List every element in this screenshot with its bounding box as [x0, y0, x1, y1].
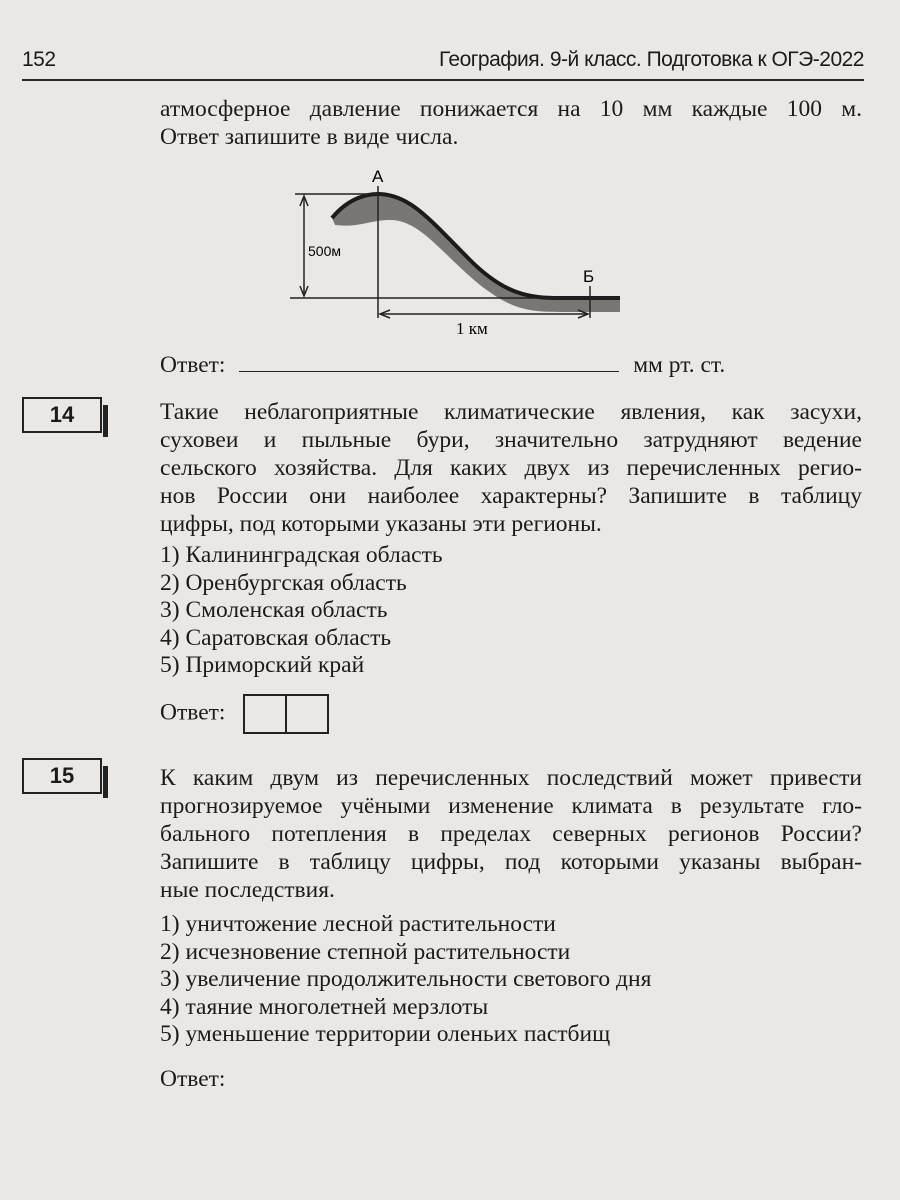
- option: 5) Приморский край: [160, 652, 365, 678]
- q13-answer-line[interactable]: [239, 353, 619, 372]
- distance-label: 1 км: [456, 319, 488, 338]
- option: 4) Саратовская область: [160, 624, 392, 651]
- option: 3) Смоленская область: [160, 597, 388, 623]
- q14-text: Такие неблагоприятные климатические явления, как засухи, суховеи и пыльные бури, значительно затрудняют ведение сельского хозяйства. Для каких двух из перечисленных регио- нов России они наиболее характерны? Запишите в таблицу цифры, под которыми указаны эти регионы.: [160, 399, 862, 537]
- option: 4) таяние многолетней мерзлоты: [160, 993, 489, 1020]
- option: 3) увеличение продолжительности светового дня: [160, 966, 652, 992]
- q13-answer: Ответ: мм рт. ст.: [160, 352, 726, 378]
- option: 5) уменьшение территории оленьих пастбищ: [160, 1021, 611, 1047]
- q15-options: [160, 911, 651, 1049]
- profile-diagram: [280, 160, 620, 340]
- q15-number: 15: [22, 758, 102, 794]
- q14-options: [160, 542, 443, 680]
- option: 2) исчезновение степной растительности: [160, 938, 571, 965]
- option: 2) Оренбургская область: [160, 569, 407, 596]
- q15-answer: Ответ:: [160, 1066, 226, 1092]
- option: 1) Калининградская область: [160, 542, 443, 568]
- q14-answer: Ответ:: [160, 694, 329, 734]
- answer-cell-2[interactable]: [285, 694, 329, 734]
- height-label: 500м: [308, 243, 341, 259]
- terrain-shape: [332, 194, 620, 312]
- header-rule: [22, 79, 864, 81]
- q13-text: атмосферное давление понижается на 10 мм каждые 100 м. Ответ запишите в виде числа.: [160, 96, 862, 150]
- option: 1) уничтожение лесной растительности: [160, 911, 556, 937]
- q15-text: К каким двум из перечисленных последствий может привести прогнозируемое учёными изменение климата в результате гло- бального потепления в пределах северных регионов России? Запишите в таблицу цифры, под которыми указаны выбран- ные последствия.: [160, 765, 862, 903]
- label-a: А: [372, 167, 384, 186]
- q14-number: 14: [22, 397, 102, 433]
- label-b: Б: [583, 267, 595, 286]
- running-title: География. 9-й класс. Подготовка к ОГЭ-2022: [438, 48, 864, 71]
- answer-cell-1[interactable]: [243, 694, 287, 734]
- page-number: 152: [22, 48, 56, 71]
